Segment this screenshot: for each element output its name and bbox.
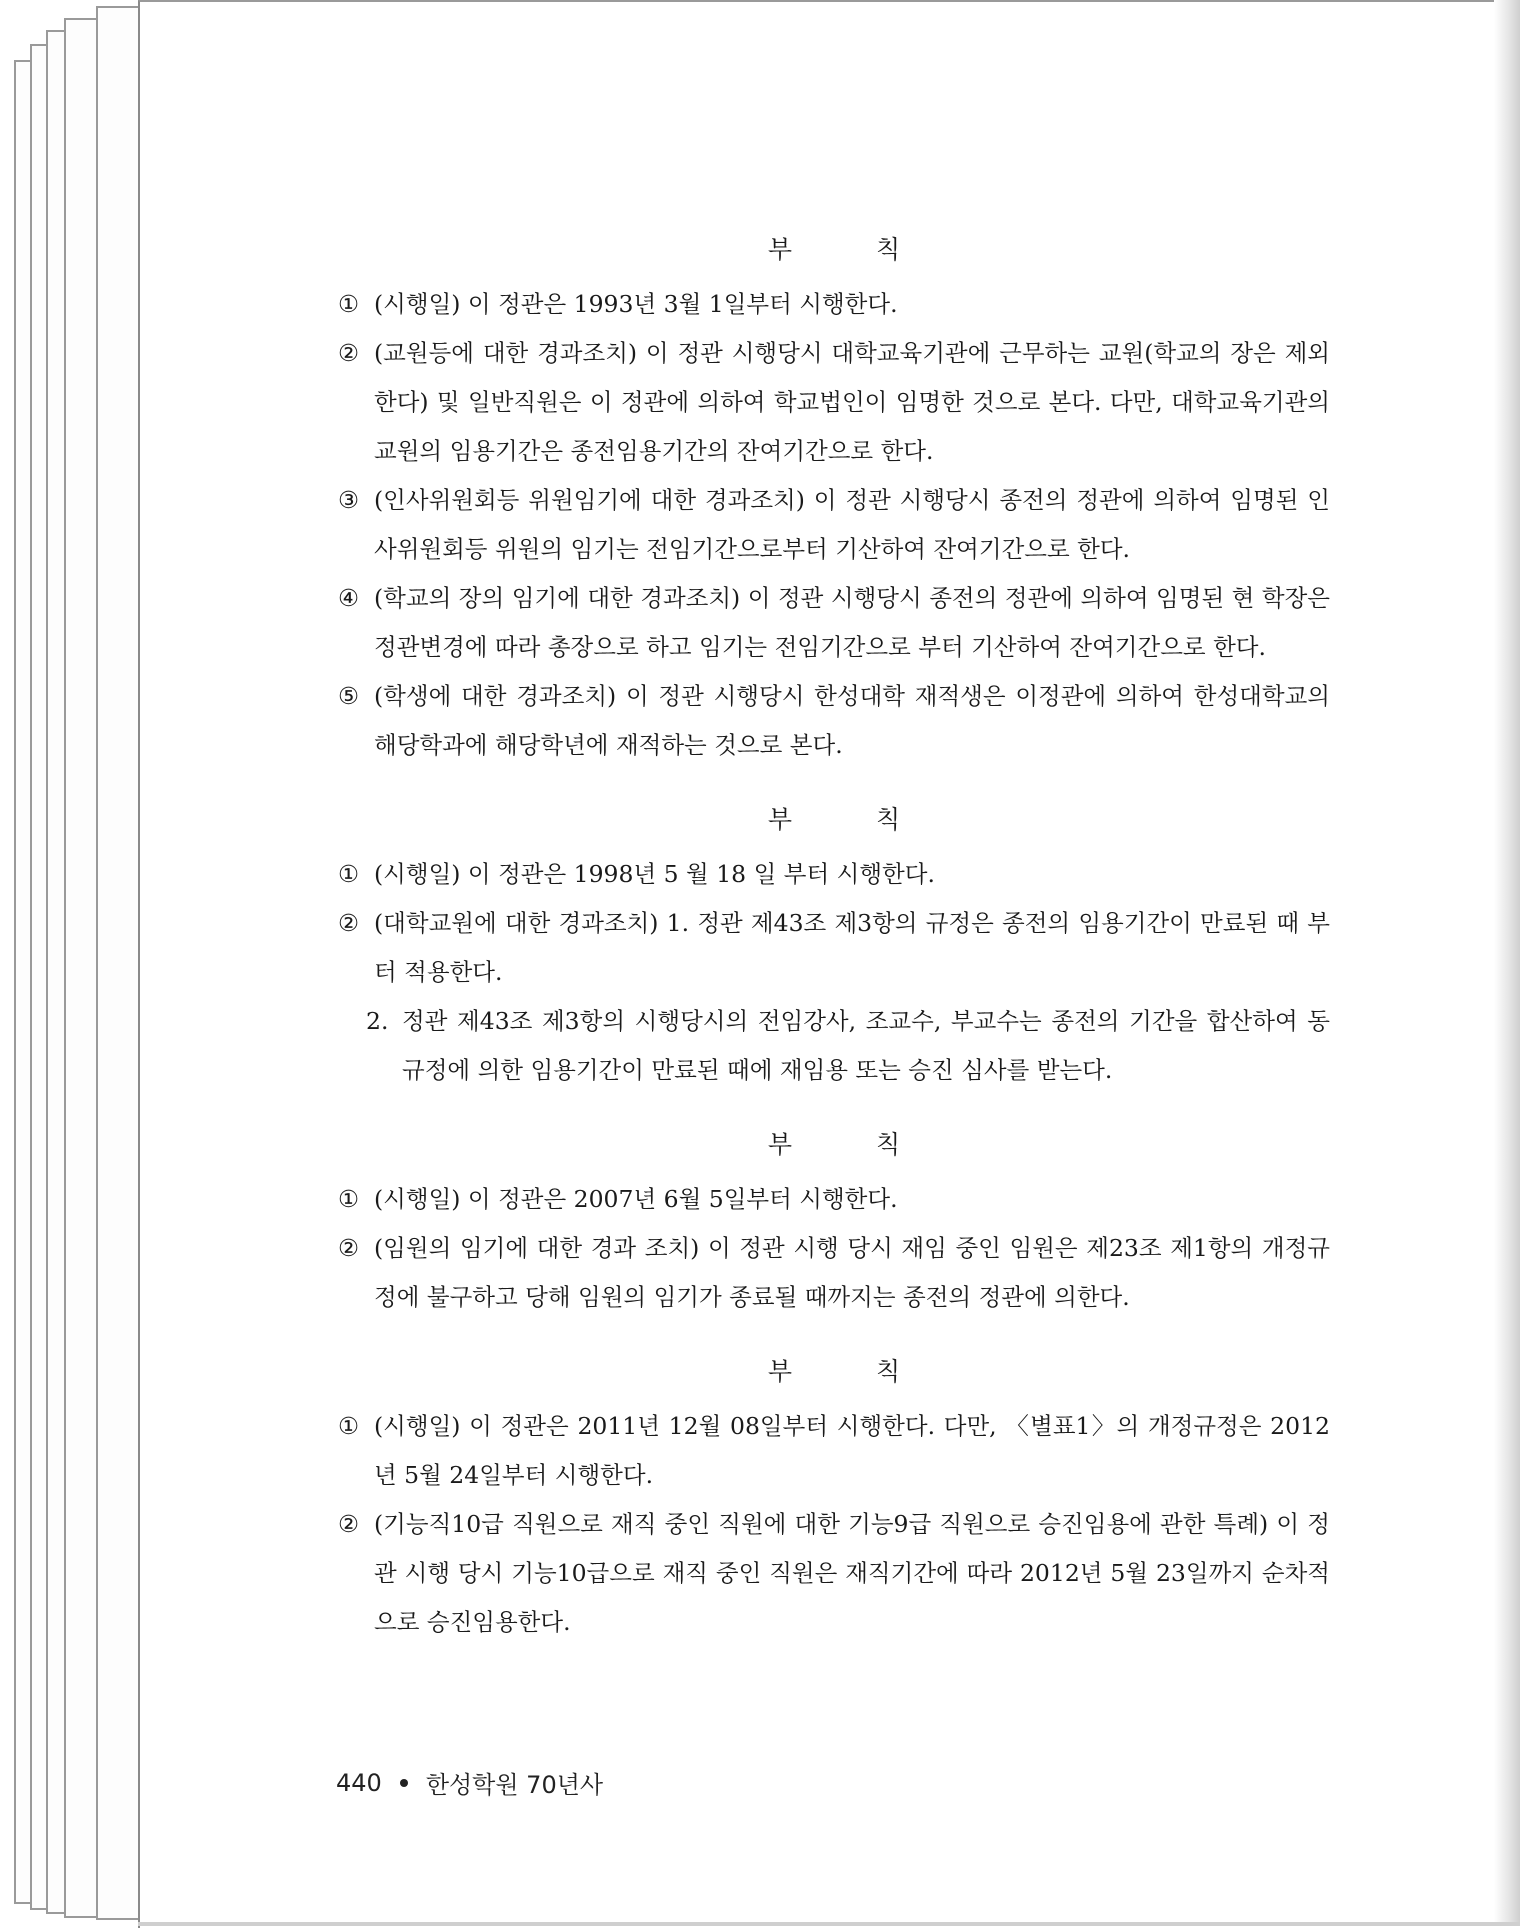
article-item — [338, 1500, 1330, 1647]
item-text: (교원등에 대한 경과조치) 이 정관 시행당시 대학교육기관에 근무하는 교원(학교의 장은 제외한다) 및 일반직원은 이 정관에 의하여 학교법인이 임명한 것으로 본다. 다만, 대학교육기관의 교원의 임용기간은 종전임용기간의 잔여기간으로 한다. — [374, 339, 1330, 465]
item-text: (임원의 임기에 대한 경과 조치) 이 정관 시행 당시 재임 중인 임원은 제23조 제1항의 개정규정에 불구하고 당해 임원의 임기가 종료될 때까지는 종전의 정관에 의한다. — [374, 1234, 1330, 1311]
item-text: (시행일) 이 정관은 2011년 12월 08일부터 시행한다. 다만, 〈별표1〉의 개정규정은 2012년 5월 24일부터 시행한다. — [374, 1412, 1330, 1489]
item-text: (학생에 대한 경과조치) 이 정관 시행당시 한성대학 재적생은 이정관에 의하여 한성대학교의 해당학과에 해당학년에 재적하는 것으로 본다. — [374, 682, 1330, 759]
section-title: 부 칙 — [767, 1357, 939, 1386]
item-number: ① — [338, 860, 360, 888]
item-number: ① — [338, 1185, 360, 1213]
item-number: ② — [338, 1234, 360, 1262]
page-bottom-shadow — [138, 1922, 1520, 1926]
bullet-dot-icon — [400, 1779, 408, 1787]
book-title: 한성학원 70년사 — [425, 1771, 604, 1799]
item-text: (학교의 장의 임기에 대한 경과조치) 이 정관 시행당시 종전의 정관에 의하여 임명된 현 학장은 정관변경에 따라 총장으로 하고 임기는 전임기간으로 부터 기산하여 잔여기간으로 한다. — [374, 584, 1330, 661]
section-title: 부 칙 — [767, 805, 939, 834]
article-item — [338, 1224, 1330, 1322]
item-text: (기능직10급 직원으로 재직 중인 직원에 대한 기능9급 직원으로 승진임용에 관한 특례) 이 정관 시행 당시 기능10급으로 재직 중인 직원은 재직기간에 따라 2012년 5월 23일까지 순차적으로 승진임용한다. — [374, 1510, 1330, 1636]
item-number: ① — [338, 290, 360, 318]
page-number: 440 — [336, 1768, 382, 1797]
article-item — [338, 476, 1330, 574]
item-number: ② — [338, 909, 360, 937]
item-number: ① — [338, 1412, 360, 1440]
item-text: (인사위원회등 위원임기에 대한 경과조치) 이 정관 시행당시 종전의 정관에 의하여 임명된 인사위원회등 위원의 임기는 전임기간으로부터 기산하여 잔여기간으로 한다. — [374, 486, 1330, 563]
page-right-shadow — [1494, 0, 1520, 1926]
item-number: ② — [338, 1510, 360, 1538]
sub-item-text: 정관 제43조 제3항의 시행당시의 전임강사, 조교수, 부교수는 종전의 기간을 합산하여 동 규정에 의한 임용기간이 만료된 때에 재임용 또는 승진 심사를 받는다. — [402, 1007, 1330, 1084]
item-number: ④ — [338, 584, 360, 612]
item-text: (대학교원에 대한 경과조치) 1. 정관 제43조 제3항의 규정은 종전의 임용기간이 만료된 때 부터 적용한다. — [374, 909, 1330, 986]
article-item — [338, 672, 1330, 770]
article-item — [338, 899, 1330, 997]
sub-item — [338, 997, 1330, 1095]
item-text: (시행일) 이 정관은 1993년 3월 1일부터 시행한다. — [374, 290, 898, 318]
sub-item-number: 2. — [366, 1007, 389, 1035]
item-number: ⑤ — [338, 682, 360, 710]
document-body — [338, 230, 1330, 1677]
article-item — [338, 329, 1330, 476]
article-item — [338, 1402, 1330, 1500]
article-item — [338, 574, 1330, 672]
item-number: ③ — [338, 486, 360, 514]
supplementary-section-2 — [338, 800, 1330, 1095]
supplementary-section-1 — [338, 230, 1330, 770]
item-number: ② — [338, 339, 360, 367]
supplementary-section-3 — [338, 1125, 1330, 1322]
article-item — [338, 850, 1330, 899]
section-title: 부 칙 — [767, 235, 939, 264]
supplementary-section-4 — [338, 1352, 1330, 1647]
page-footer — [336, 1765, 603, 1800]
section-title: 부 칙 — [767, 1130, 939, 1159]
article-item — [338, 1175, 1330, 1224]
item-text: (시행일) 이 정관은 1998년 5 월 18 일 부터 시행한다. — [374, 860, 935, 888]
item-text: (시행일) 이 정관은 2007년 6월 5일부터 시행한다. — [374, 1185, 898, 1213]
article-item — [338, 280, 1330, 329]
